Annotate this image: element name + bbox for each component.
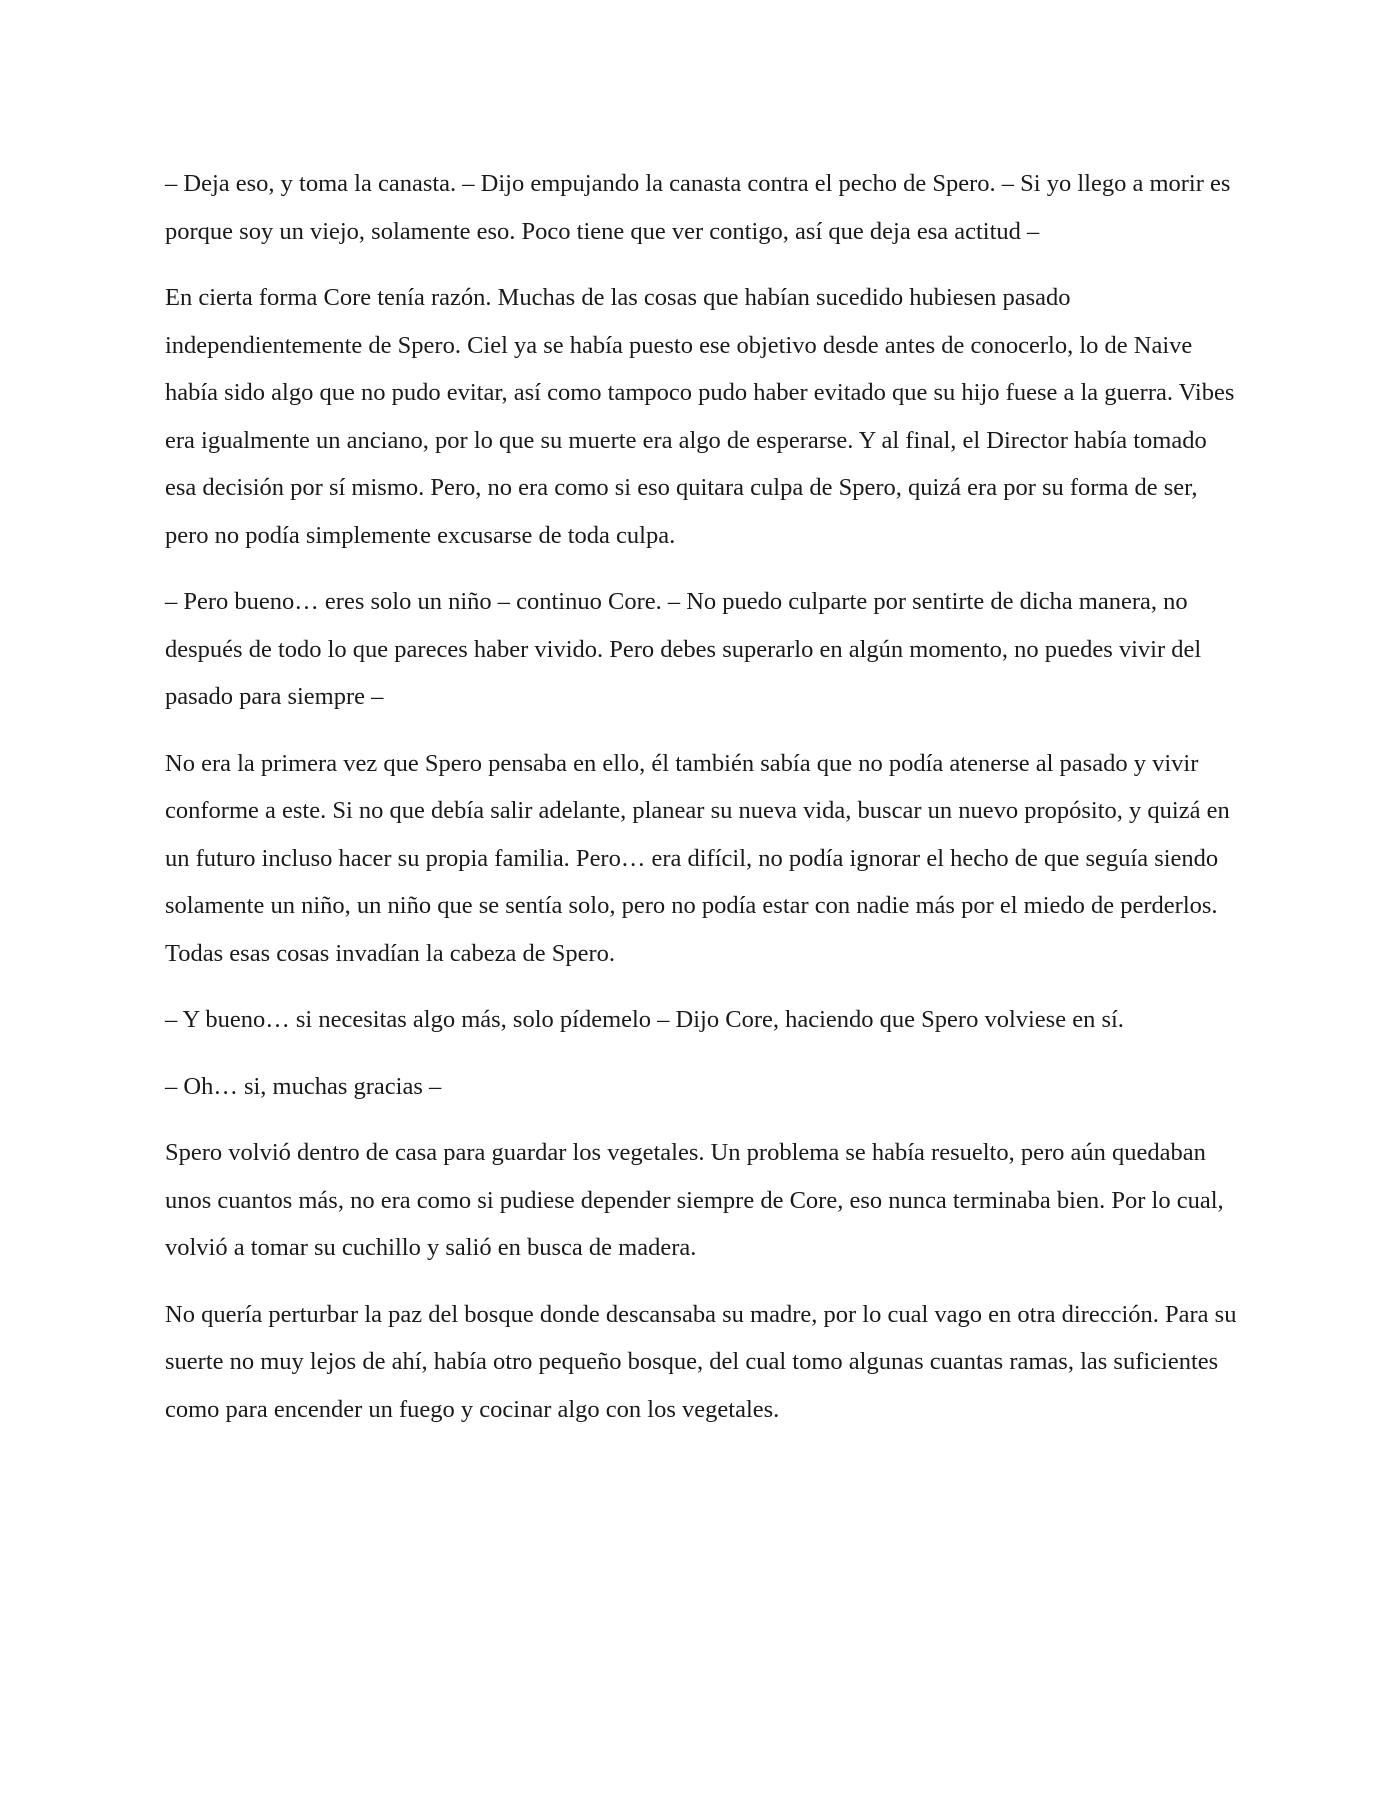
paragraph: – Deja eso, y toma la canasta. – Dijo empujando la canasta contra el pecho de Spero. – Si yo llego a morir es porque soy un viejo, solamente eso. Poco tiene que ver contigo, así que deja esa actitud –: [165, 170, 1231, 245]
paragraph: En cierta forma Core tenía razón. Muchas de las cosas que habían sucedido hubiesen pasado independientemente de Spero. Ciel ya se había puesto ese objetivo desde antes de conocerlo, lo de Naive había sido algo que no pudo evitar, así como tampoco pudo haber evitado que su hijo fuese a la guerra. Vibes era igualmente un anciano, por lo que su muerte era algo de esperarse. Y al final, el Director había tomado esa decisión por sí mismo. Pero, no era como si eso quitara culpa de Spero, quizá era por su forma de ser, pero no podía simplemente excusarse de toda culpa.: [165, 284, 1235, 549]
paragraph: – Oh… si, muchas gracias –: [165, 1072, 442, 1100]
paragraph: No era la primera vez que Spero pensaba en ello, él también sabía que no podía atenerse al pasado y vivir conforme a este. Si no que debía salir adelante, planear su nueva vida, buscar un nuevo propósito, y quizá en un futuro incluso hacer su propia familia. Pero… era difícil, no podía ignorar el hecho de que seguía siendo solamente un niño, un niño que se sentía solo, pero no podía estar con nadie más por el miedo de perderlos. Todas esas cosas invadían la cabeza de Spero.: [165, 749, 1230, 967]
document-body: [165, 160, 1243, 1452]
paragraph: – Pero bueno… eres solo un niño – continuo Core. – No puedo culparte por sentirte de dicha manera, no después de todo lo que pareces haber vivido. Pero debes superarlo en algún momento, no puedes vivir del pasado para siempre –: [165, 588, 1202, 710]
paragraph: Spero volvió dentro de casa para guardar los vegetales. Un problema se había resuelto, pero aún quedaban unos cuantos más, no era como si pudiese depender siempre de Core, eso nunca terminaba bien. Por lo cual, volvió a tomar su cuchillo y salió en busca de madera.: [165, 1139, 1224, 1261]
paragraph: No quería perturbar la paz del bosque donde descansaba su madre, por lo cual vago en otra dirección. Para su suerte no muy lejos de ahí, había otro pequeño bosque, del cual tomo algunas cuantas ramas, las suficientes como para encender un fuego y cocinar algo con los vegetales.: [165, 1300, 1237, 1423]
paragraph: – Y bueno… si necesitas algo más, solo pídemelo – Dijo Core, haciendo que Spero volviese en sí.: [165, 1006, 1124, 1033]
